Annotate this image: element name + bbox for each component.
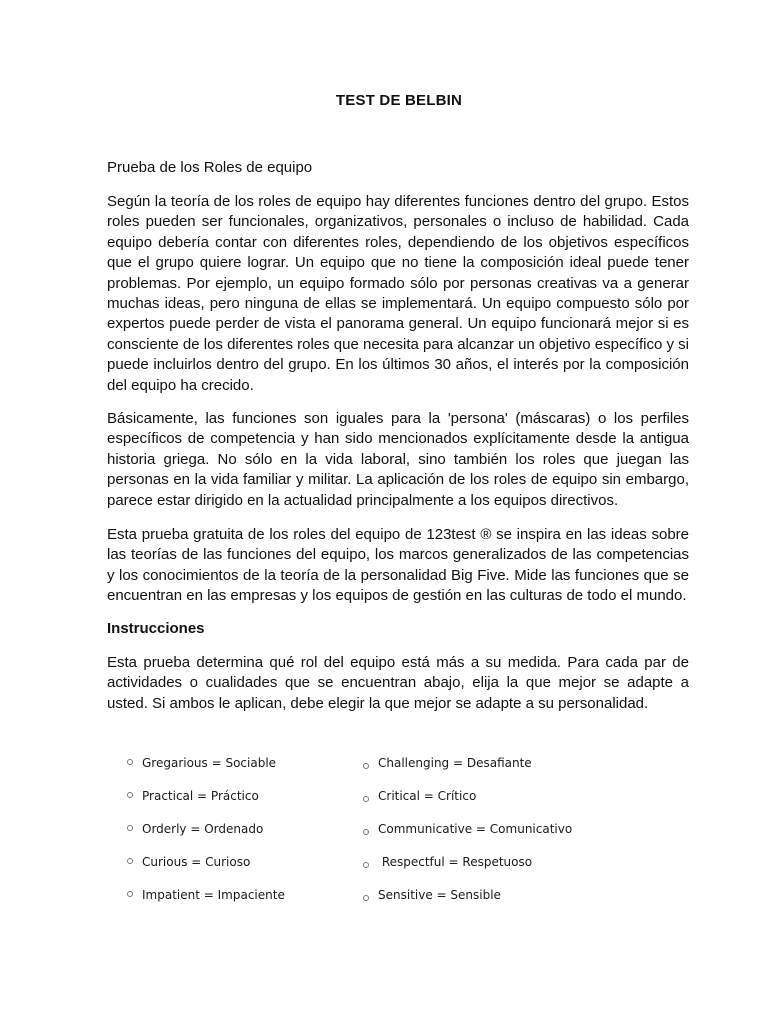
option-label: Respectful = Respetuoso xyxy=(378,855,533,869)
radio-bullet-icon[interactable] xyxy=(363,829,369,835)
option-label: Orderly = Ordenado xyxy=(142,822,264,836)
option-pairs-list xyxy=(127,756,607,921)
radio-bullet-icon[interactable] xyxy=(127,759,133,765)
option-pair-row xyxy=(127,855,607,888)
radio-bullet-icon[interactable] xyxy=(363,862,369,868)
option-label: Challenging = Desafiante xyxy=(378,756,532,770)
option-right[interactable] xyxy=(363,822,572,836)
option-label: Communicative = Comunicativo xyxy=(378,822,573,836)
option-right[interactable] xyxy=(363,888,501,902)
radio-bullet-icon[interactable] xyxy=(127,792,133,798)
option-left[interactable] xyxy=(127,789,259,803)
option-right[interactable] xyxy=(363,789,476,803)
radio-bullet-icon[interactable] xyxy=(363,895,369,901)
paragraph-test-basis: Esta prueba gratuita de los roles del equipo de 123test ® se inspira en las ideas sobre las teorías de las funciones del equipo, los marcos generalizados de las competencias y los conocimientos de la teoría de la personalidad Big Five. Mide las funciones que se encuentran en las empresas y los equipos de gestión en las culturas de todo el mundo. xyxy=(107,526,689,605)
radio-bullet-icon[interactable] xyxy=(127,858,133,864)
option-pair-row xyxy=(127,756,607,789)
option-pair-row xyxy=(127,789,607,822)
option-left[interactable] xyxy=(127,888,285,902)
document-title: TEST DE BELBIN xyxy=(335,92,463,109)
radio-bullet-icon[interactable] xyxy=(127,891,133,897)
option-pair-row xyxy=(127,822,607,855)
instructions-text: Esta prueba determina qué rol del equipo está más a su medida. Para cada par de actividades o cualidades que se encuentran abajo, elija la que mejor se adapte a usted. Si ambos le aplican, debe elegir la que mejor se adapte a su personalidad. xyxy=(107,654,689,712)
radio-bullet-icon[interactable] xyxy=(363,763,369,769)
document-subtitle: Prueba de los Roles de equipo xyxy=(107,159,313,176)
radio-bullet-icon[interactable] xyxy=(363,796,369,802)
option-label: Gregarious = Sociable xyxy=(142,756,277,770)
option-left[interactable] xyxy=(127,822,263,836)
instructions-heading: Instrucciones xyxy=(107,620,205,637)
option-left[interactable] xyxy=(127,756,276,770)
radio-bullet-icon[interactable] xyxy=(127,825,133,831)
option-right[interactable] xyxy=(363,756,532,770)
option-label: Practical = Práctico xyxy=(142,789,259,803)
option-pair-row xyxy=(127,888,607,921)
option-label: Curious = Curioso xyxy=(142,855,251,869)
option-right[interactable] xyxy=(363,855,532,869)
option-left[interactable] xyxy=(127,855,250,869)
option-label: Critical = Crítico xyxy=(378,789,477,803)
paragraph-history: Básicamente, las funciones son iguales para la 'persona' (máscaras) o los perfiles específicos de competencia y han sido mencionados explícitamente desde la antigua historia griega. No sólo en la vida laboral, sino también los roles que juegan las personas en la vida familiar y militar. La aplicación de los roles de equipo sin embargo, parece estar dirigido en la actualidad principalmente a los equipos directivos. xyxy=(107,410,689,509)
option-label: Sensitive = Sensible xyxy=(378,888,501,902)
paragraph-intro: Según la teoría de los roles de equipo hay diferentes funciones dentro del grupo. Estos roles pueden ser funcionales, organizativos, personales o incluso de habilidad. Cada equipo debería contar con diferentes roles, dependiendo de los objetivos específicos que el grupo quiere lograr. Un equipo que no tiene la composición ideal puede tener problemas. Por ejemplo, un equipo formado sólo por personas creativas va a generar muchas ideas, pero ninguna de ellas se implementará. Un equipo compuesto sólo por expertos puede perder de vista el panorama general. Un equipo funcionará mejor si es consciente de los diferentes roles que necesita para alcanzar un objetivo específico y si puede incluirlos dentro del grupo. En los últimos 30 años, el interés por la composición del equipo ha crecido. xyxy=(107,193,690,394)
option-label: Impatient = Impaciente xyxy=(142,888,285,902)
